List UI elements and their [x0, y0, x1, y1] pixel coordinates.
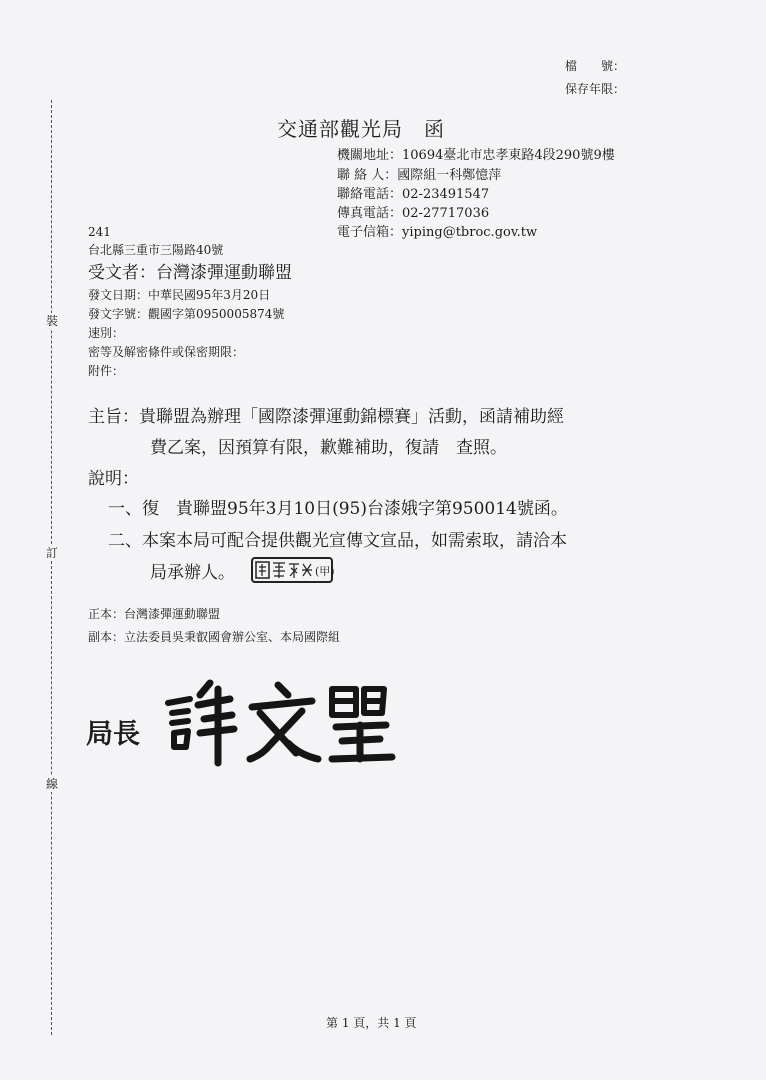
main-copy-row — [88, 605, 220, 622]
recipient-postal-code: 241 — [88, 225, 111, 239]
explanation-item-1: 一、復 貴聯盟95年3月10日(95)台漆娥字第950014號函。 — [108, 499, 568, 519]
doc-number-row — [88, 305, 284, 322]
document-title: 交通部觀光局 函 — [277, 117, 445, 141]
recipient-label: 受文者： — [88, 263, 156, 283]
official-seal-stamp — [251, 557, 333, 583]
sender-email-row — [337, 221, 537, 240]
sender-email-label: 電子信箱： — [337, 225, 403, 240]
sender-phone-row — [337, 183, 489, 202]
sender-contact-row — [337, 164, 501, 183]
subject-text-2: 費乙案，因預算有限，歉難補助，復請 查照。 — [150, 438, 507, 458]
cc-recipients: 立法委員吳秉叡國會辦公室、本局國際組 — [124, 630, 341, 644]
sender-address-row — [337, 144, 615, 163]
sender-email: yiping@tbroc.gov.tw — [402, 225, 538, 240]
sender-contact-label: 聯 絡 人： — [337, 168, 398, 183]
subject-text-1: 貴聯盟為辦理「國際漆彈運動錦標賽」活動，函請補助經 — [139, 407, 564, 427]
secrecy-label: 密等及解密條件或保密期限： — [88, 345, 245, 359]
sender-phone: 02-23491547 — [402, 187, 490, 202]
recipient-name: 台灣漆彈運動聯盟 — [156, 263, 292, 283]
cc-label: 副本： — [88, 630, 125, 644]
doc-number: 觀國字第0950005874號 — [148, 307, 285, 321]
main-copy-label: 正本： — [88, 607, 125, 621]
speed-label: 速別： — [88, 326, 125, 340]
main-copy: 台灣漆彈運動聯盟 — [124, 607, 221, 621]
file-number-label: 檔 號： — [565, 59, 626, 73]
sender-fax-label: 傳真電話： — [337, 206, 403, 221]
sender-address: 10694臺北市忠孝東路4段290號9樓 — [402, 148, 615, 163]
recipient-address: 台北縣三重市三陽路40號 — [88, 243, 224, 257]
explanation-item-2-line-1: 二、本案本局可配合提供觀光宣傳文宣品，如需索取，請洽本 — [108, 531, 567, 551]
subject-line-1 — [88, 402, 564, 427]
binding-line — [51, 100, 52, 1035]
attachment-label: 附件： — [88, 364, 125, 378]
retention-label: 保存年限： — [565, 82, 626, 96]
sender-fax-row — [337, 202, 489, 221]
sender-contact: 國際組一科鄭憶萍 — [397, 168, 502, 183]
issue-date: 中華民國95年3月20日 — [148, 288, 271, 302]
issue-date-row — [88, 286, 270, 303]
signature-title: 局長 — [86, 719, 140, 750]
explanation-label: 說明： — [88, 469, 139, 489]
binding-mark-bottom: 線 — [45, 777, 58, 791]
doc-number-label: 發文字號： — [88, 307, 149, 321]
sender-phone-label: 聯絡電話： — [337, 187, 403, 202]
director-signature — [160, 675, 400, 774]
binding-mark-top: 裝 — [45, 314, 58, 328]
subject-label: 主旨： — [88, 407, 139, 427]
stamp-text: (甲) — [315, 565, 335, 578]
sender-fax: 02-27717036 — [402, 206, 490, 221]
recipient-line — [88, 258, 292, 283]
explanation-item-2-line-2: 局承辦人。 — [150, 563, 235, 583]
issue-date-label: 發文日期： — [88, 288, 149, 302]
page-footer: 第 1 頁，共 1 頁 — [326, 1016, 417, 1030]
binding-mark-middle: 訂 — [45, 546, 58, 560]
cc-row — [88, 628, 340, 645]
sender-address-label: 機關地址： — [337, 148, 403, 163]
